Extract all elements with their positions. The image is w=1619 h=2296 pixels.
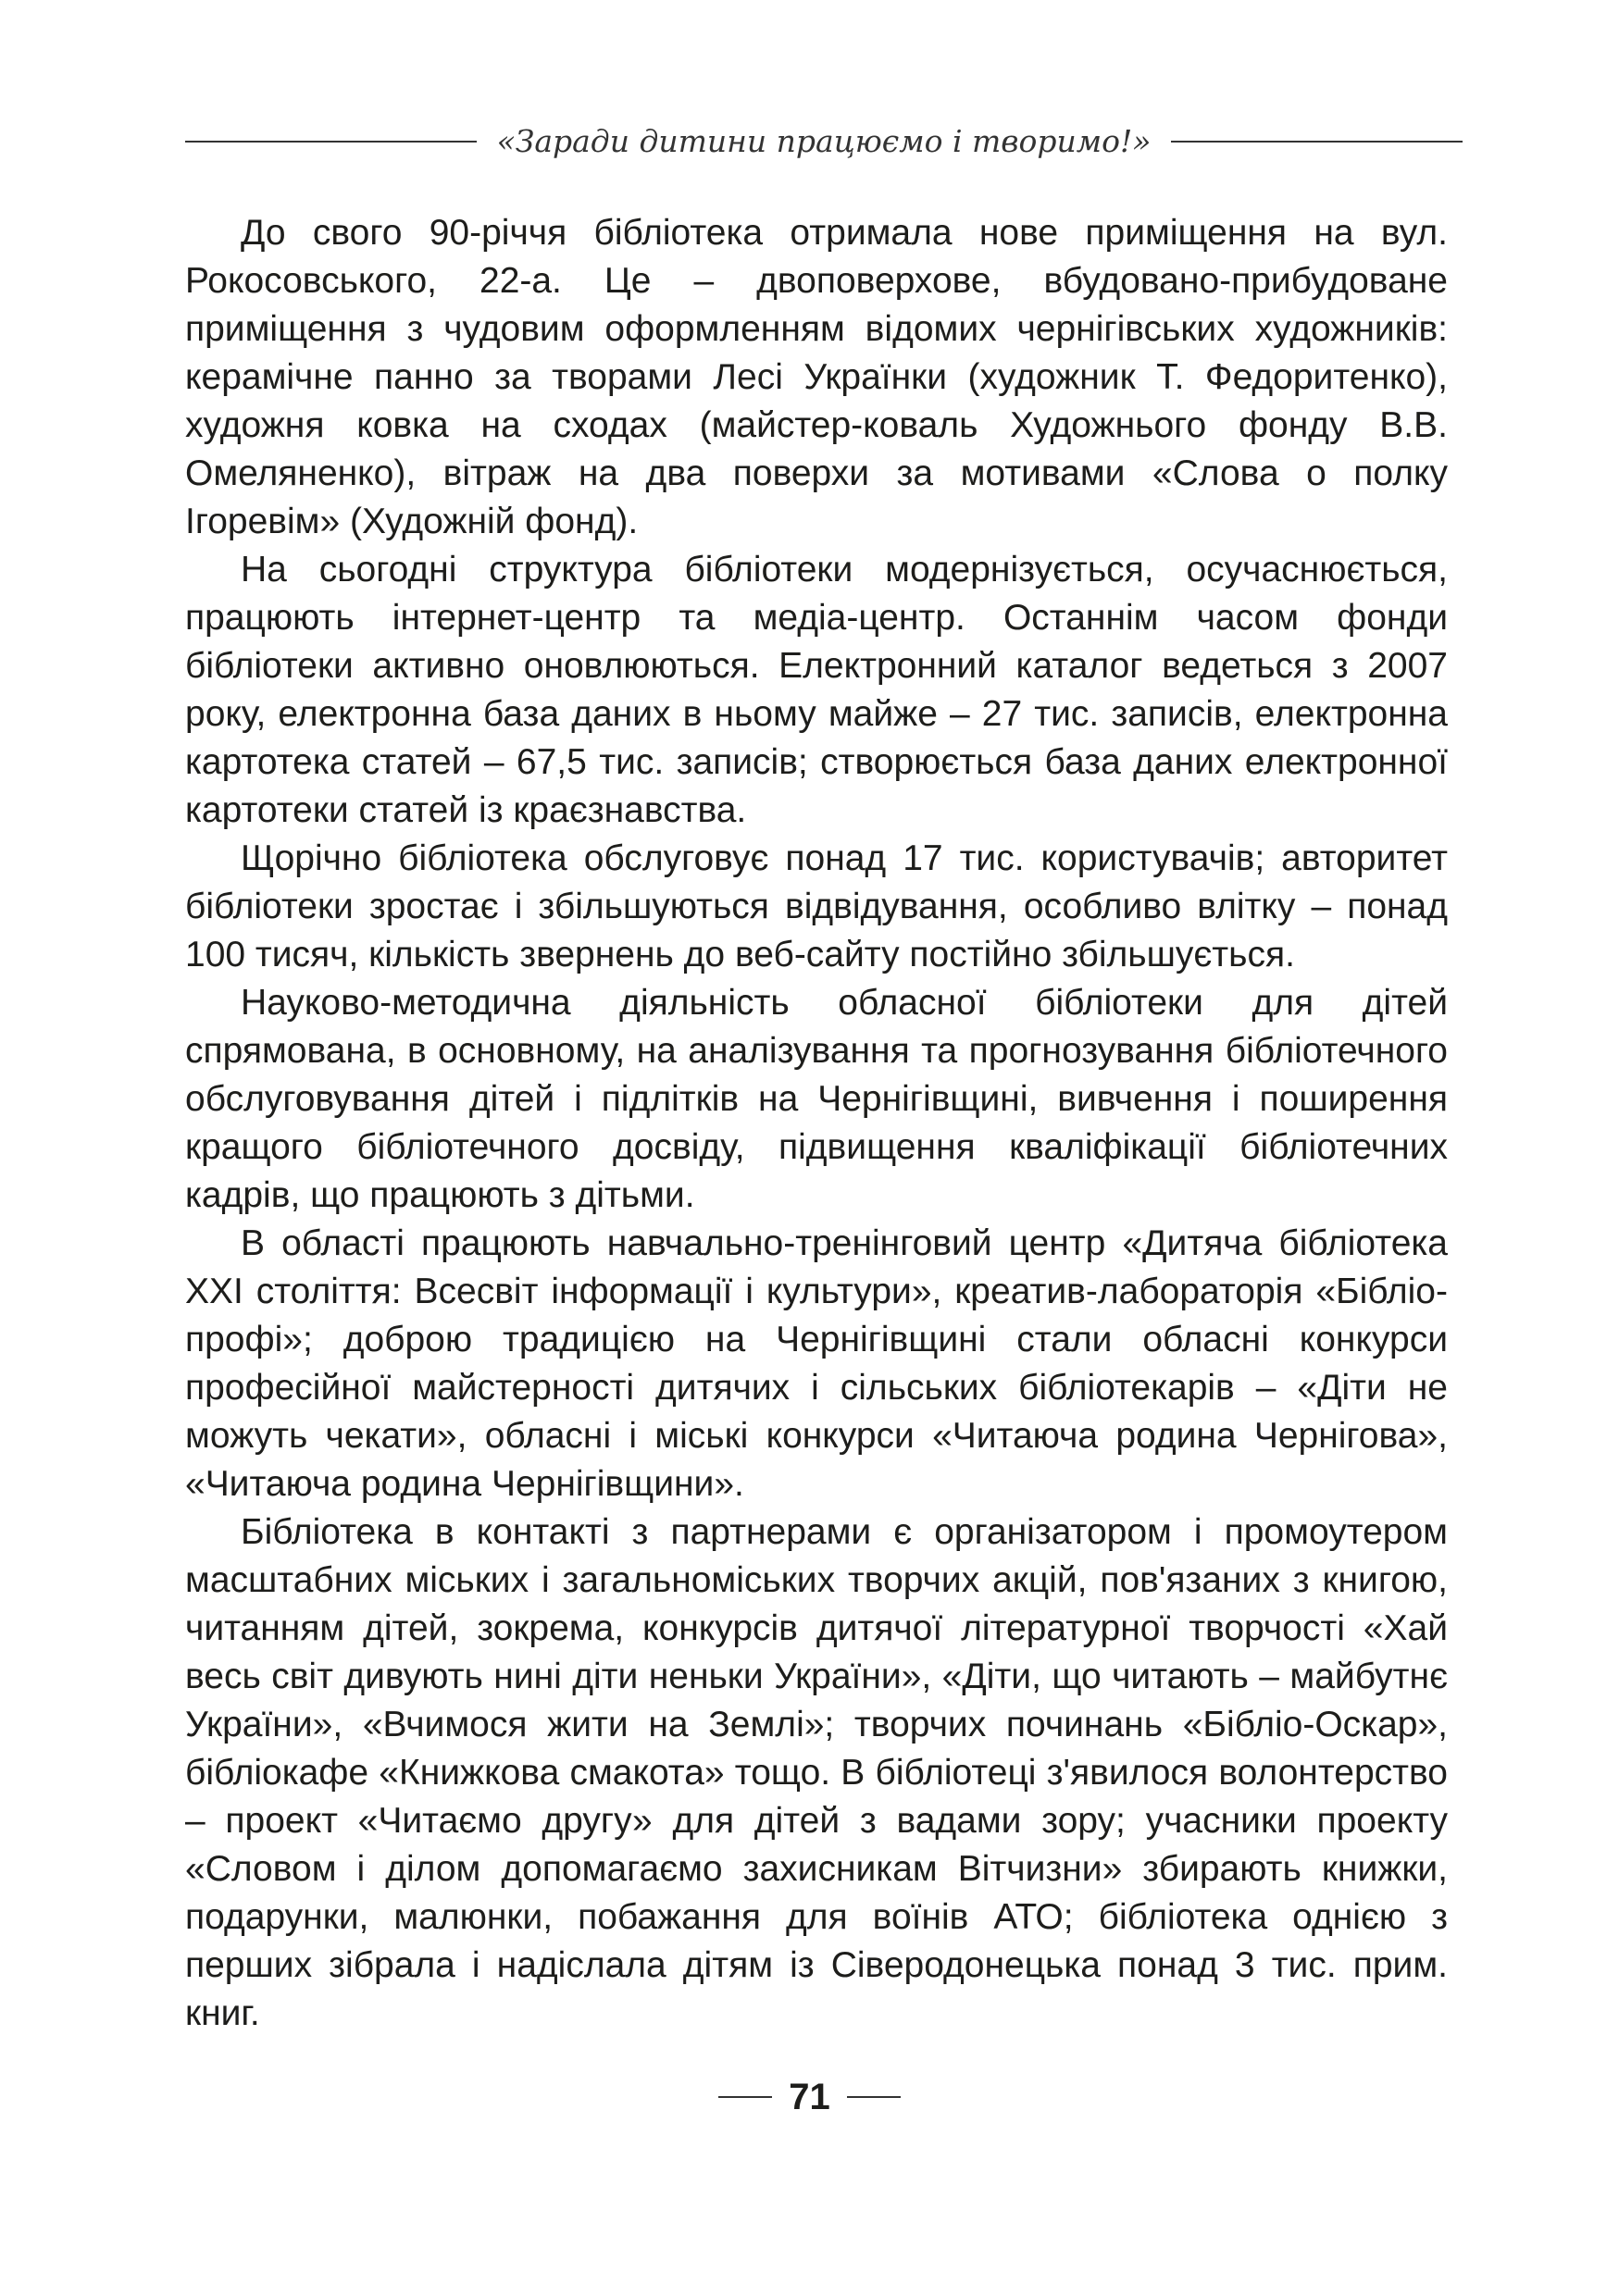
page-footer — [0, 2069, 1619, 2125]
page-number-rule-right — [847, 2096, 901, 2098]
paragraph: Щорічно бібліотека обслуговує понад 17 тис. користувачів; авторитет бібліотеки зростає і збільшуються відвідування, особливо влітку – понад 100 тисяч, кількість звернень до веб-сайту постійно збільшується. — [185, 838, 1448, 974]
header-rule-right — [1171, 141, 1463, 143]
page-number: 71 — [789, 2077, 830, 2117]
page-number-rule-left — [718, 2096, 772, 2098]
paragraph: На сьогодні структура бібліотеки модернізується, осучаснюється, працюють інтернет-центр та медіа-центр. Останнім часом фонди бібліотеки активно оновлюються. Електронний каталог ведеться з 2007 року, електронна база даних в ньому майже – 27 тис. записів, електронна картотека статей – 67,5 тис. записів; створюється база даних електронної картотеки статей із краєзнавства. — [185, 550, 1448, 830]
running-header — [185, 109, 1463, 174]
paragraph: Науково-методична діяльність обласної бібліотеки для дітей спрямована, в основному, на аналізування та прогнозування бібліотечного обслуговування дітей і підлітків на Чернігівщині, вивчення і поширення кращого бібліотечного досвіду, підвищення кваліфікації бібліотечних кадрів, що працюють з дітьми. — [185, 983, 1448, 1215]
running-header-title: «Заради дитини працюємо і творимо!» — [496, 123, 1152, 159]
paragraph: Бібліотека в контакті з партнерами є організатором і промоутером масштабних міських і загальноміських творчих акцій, пов'язаних з книгою, читанням дітей, зокрема, конкурсів дитячої літературної творчості «Хай весь світ дивують нині діти неньки України», «Діти, що читають – майбутнє України», «Вчимося жити на Землі»; творчих починань «Бібліо-Оскар», бібліокафе «Книжкова смакота» тощо. В бібліотеці з'явилося волонтерство – проект «Читаємо другу» для дітей з вадами зору; учасники проекту «Словом і ділом допомагаємо захисникам Вітчизни» збирають книжки, подарунки, малюнки, побажання для воїнів АТО; бібліотека однією з перших зібрала і надіслала дітям із Сіверодонецька понад 3 тис. прим. книг. — [185, 1512, 1448, 2033]
header-rule-left — [185, 141, 477, 143]
body-text — [185, 209, 1448, 2038]
paragraph: В області працюють навчально-тренінговий центр «Дитяча бібліотека ХХІ століття: Всесвіт інформації і культури», креатив-лабораторія «Бібліо-профі»; доброю традицією на Чернігівщині стали обласні конкурси професійної майстерності дитячих і сільських бібліотекарів – «Діти не можуть чекати», обласні і міські конкурси «Читаюча родина Чернігова», «Читаюча родина Чернігівщини». — [185, 1223, 1448, 1504]
paragraph: До свого 90-річчя бібліотека отримала нове приміщення на вул. Рокосовського, 22-а. Це – двоповерхове, вбудовано-прибудоване приміщення з чудовим оформленням відомих чернігівських художників: керамічне панно за творами Лесі Українки (художник Т. Федоритенко), художня ковка на сходах (майстер-коваль Художнього фонду В.В. Омеляненко), вітраж на два поверхи за мотивами «Слова о полку Ігоревім» (Художній фонд). — [185, 213, 1448, 541]
